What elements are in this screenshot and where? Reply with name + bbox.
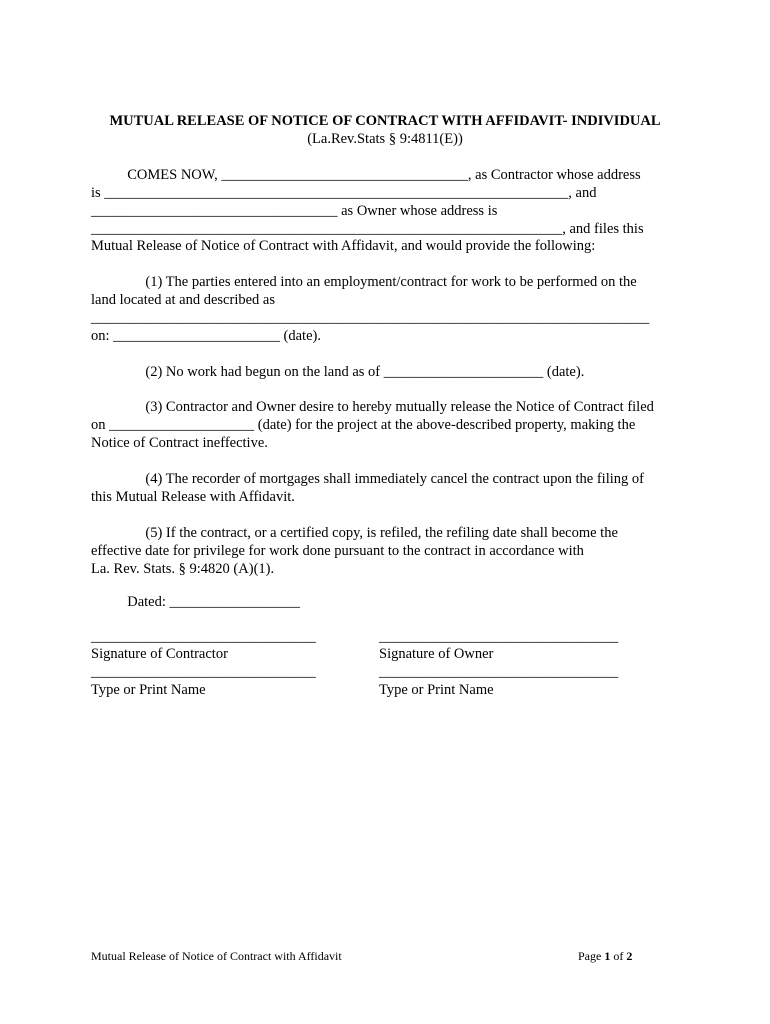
intro-line: __________________________________ as Owner whose address is [91,203,498,219]
paragraph-3-line: Notice of Contract ineffective. [91,435,268,451]
contractor-name-label: Type or Print Name [91,682,206,698]
paragraph-4-line: (4) The recorder of mortgages shall immediately cancel the contract upon the filing of [91,471,644,487]
paragraph-3-line: on ____________________ (date) for the project at the above-described property, making the [91,417,636,433]
footer-of-word: of [613,949,624,963]
footer-page-total: 2 [626,949,633,963]
dated-line: Dated: __________________ [91,594,301,610]
paragraph-5-line: La. Rev. Stats. § 9:4820 (A)(1). [91,561,275,577]
owner-signature-label: Signature of Owner [379,646,494,662]
footer-page-word: Page [578,949,602,963]
paragraph-1-line: land located at and described as [91,292,275,308]
footer-page-current: 1 [604,949,611,963]
paragraph-4-line: this Mutual Release with Affidavit. [91,489,295,505]
owner-name-line: _________________________________ [379,664,619,680]
paragraph-1-line: (1) The parties entered into an employment/contract for work to be performed on the [91,274,637,290]
contractor-name-line: _______________________________ [91,664,316,680]
paragraph-3-line: (3) Contractor and Owner desire to hereby mutually release the Notice of Contract filed [91,399,654,415]
document-title: MUTUAL RELEASE OF NOTICE OF CONTRACT WITH AFFIDAVIT- INDIVIDUAL [109,113,661,129]
owner-name-label: Type or Print Name [379,682,494,698]
footer-page-number [578,949,632,963]
paragraph-1-line: on: _______________________ (date). [91,328,321,344]
contractor-signature-label: Signature of Contractor [91,646,228,662]
paragraph-1-line: _____________________________________________________________________________ [91,310,650,326]
paragraph-2-line: (2) No work had begun on the land as of ______________________ (date). [91,364,585,380]
owner-signature-line: _________________________________ [379,629,619,645]
paragraph-5-line: effective date for privilege for work done pursuant to the contract in accordance with [91,543,584,559]
intro-line: is ________________________________________________________________, and [91,185,597,201]
intro-line: COMES NOW, __________________________________, as Contractor whose address [91,167,641,183]
intro-line: Mutual Release of Notice of Contract with Affidavit, and would provide the following: [91,238,596,254]
paragraph-5-line: (5) If the contract, or a certified copy, is refiled, the refiling date shall become the [91,525,618,541]
document-subtitle: (La.Rev.Stats § 9:4811(E)) [307,131,463,147]
intro-line: _________________________________________________________________, and files this [91,221,644,237]
footer-document-name: Mutual Release of Notice of Contract with Affidavit [91,949,342,963]
contractor-signature-line: _______________________________ [91,629,316,645]
